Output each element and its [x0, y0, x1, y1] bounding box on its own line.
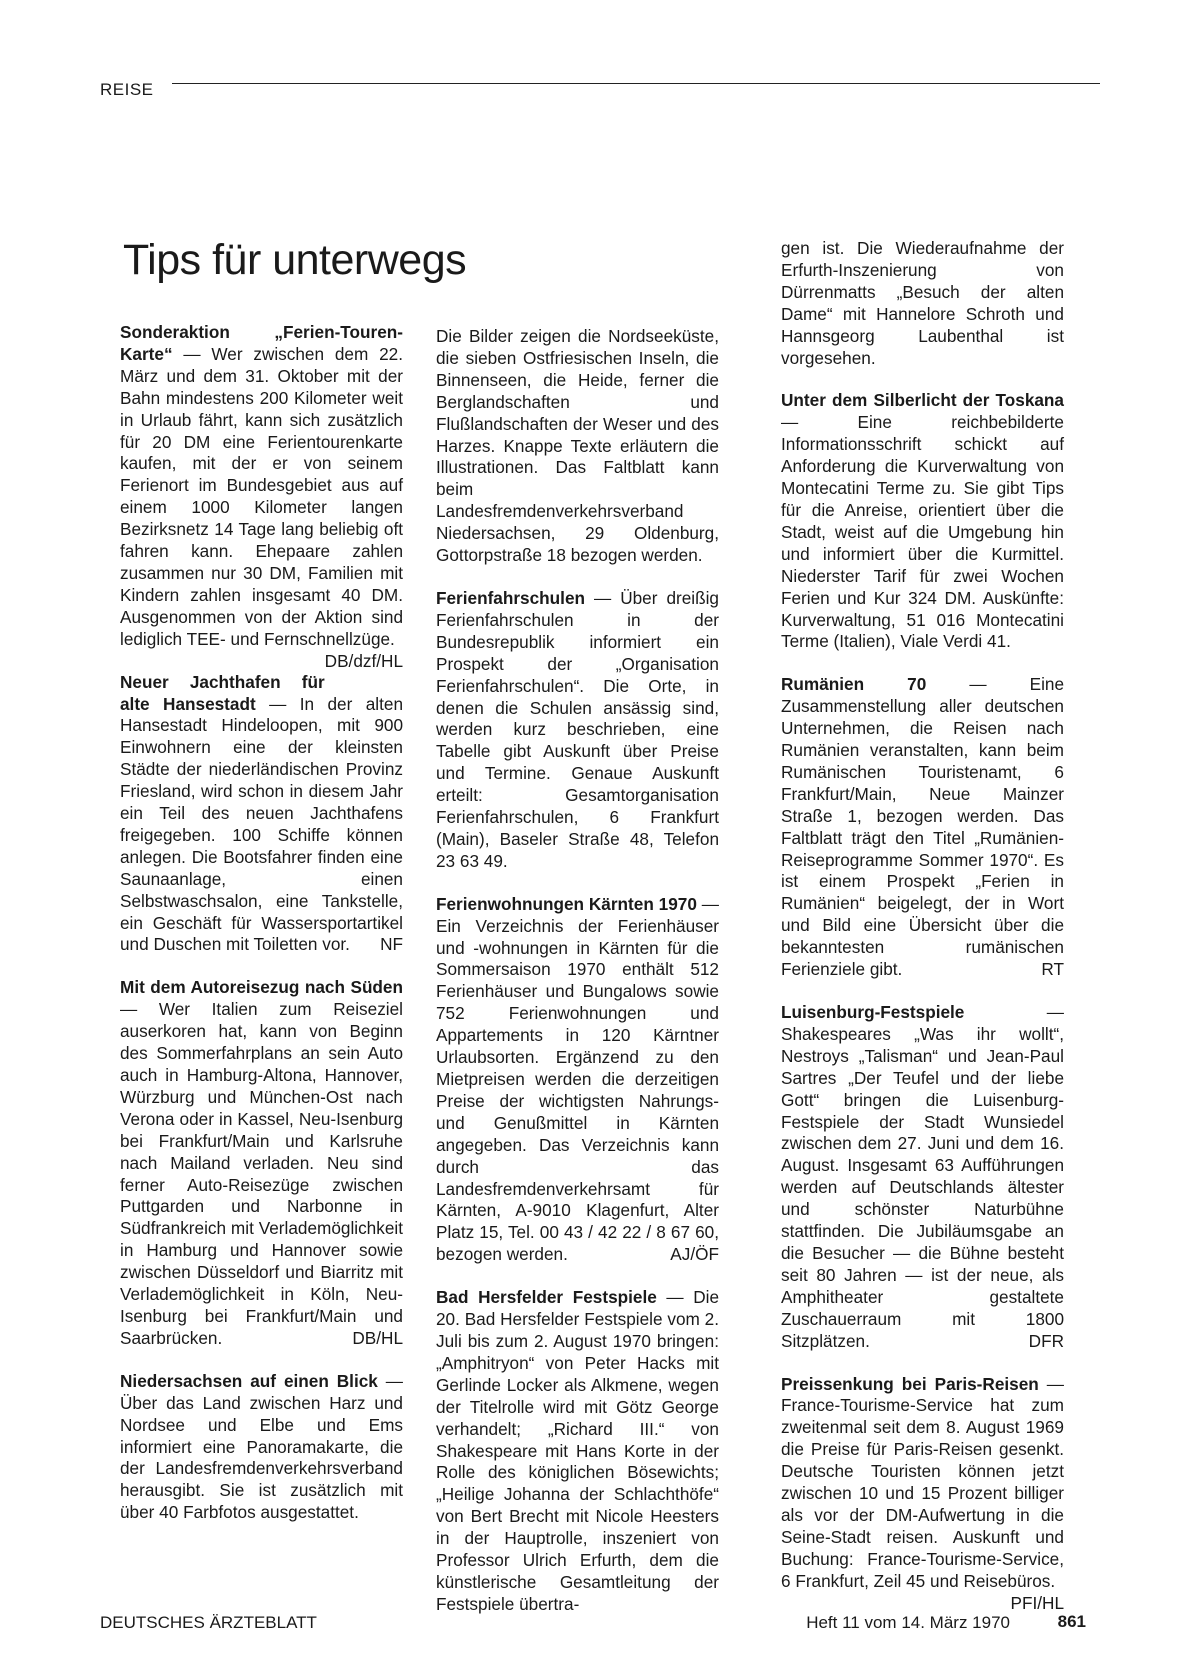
news-item-body: — Ein Verzeichnis der Ferienhäuser und -wohnungen in Kärnten für die Sommersaison 1970 enthält 512 Ferienhäuser und Bungalows sowie 752 Ferienwohnungen und Appartements in 120 Kärntner Urlaubsorten. Ergänzend zu den Mietpreisen werden die derzeitigen Preise der wichtigsten Nahrungs- und Genußmittel in Kärnten angegeben. Das Verzeichnis kann durch das Landesfremdenverkehrsamt für Kärnten, A-9010 Klagenfurt, Alter Platz 15, Tel. 00 43 / 42 22 / 8 67 60, bezogen werden. — [436, 893, 719, 1265]
author-signature: AJ/ÖF — [670, 1244, 719, 1265]
news-item — [781, 1002, 1064, 1353]
news-item-heading: Niedersachsen auf einen Blick — [120, 1370, 378, 1391]
news-item — [781, 1373, 1064, 1613]
news-item — [436, 1287, 719, 1616]
news-item — [120, 977, 403, 1349]
news-item-body: — Eine reichbebilderte Informationsschrift schickt auf Anforderung die Kurverwaltung von Montecatini Terme zu. Sie gibt Tips für die Anreise, orientiert über die Stadt, weist auf die Umgebung hin und informiert über die Kurmittel. Niederster Tarif für zwei Wochen Ferien und Kur 324 DM. Auskünfte: Kurverwaltung, 51 016 Montecatini Terme (Italien), Viale Verdi 41. — [781, 412, 1064, 652]
news-item — [436, 588, 719, 873]
column-2 — [436, 326, 719, 1637]
news-item-body: — Eine Zusammenstellung aller deutschen Unternehmen, die Reisen nach Rumänien veranstalten, kann beim Rumänischen Touristenamt, 6 Frankfurt/Main, Neue Mainzer Straße 1, bezogen werden. Das Faltblatt trägt den Titel „Rumänien-Reiseprogramme Sommer 1970“. Es ist einem Prospekt „Ferien in Rumänien“ beigelegt, der in Wort und Bild eine Übersicht über die bekanntesten rumänischen Ferienziele gibt. — [781, 674, 1065, 980]
news-item-heading: Preissenkung bei Paris-Reisen — [781, 1373, 1039, 1394]
news-item-heading: Ferienwohnungen Kärnten 1970 — [436, 893, 697, 914]
continued-text: Die Bilder zeigen die Nordseeküste, die sieben Ostfriesischen Inseln, die Binnenseen, die Heide, ferner die Berglandschaften und Flußlandschaften der Weser und des Harzes. Knappe Texte erläutern die Illustrationen. Das Faltblatt kann beim Landesfremdenverkehrsverband Niedersachsen, 29 Oldenburg, Gottorpstraße 18 bezogen werden. — [436, 326, 719, 566]
page-number: 861 — [1057, 1612, 1086, 1631]
news-item — [436, 894, 719, 1266]
news-item-heading: Bad Hersfelder Festspiele — [436, 1287, 657, 1308]
news-item-body: — In der alten Hansestadt Hindeloopen, mit 900 Einwohnern eine der kleinsten Städte der niederländischen Provinz Friesland, wird schon in diesem Jahr ein Teil des neuen Jachthafens freigegeben. 100 Schiffe können anlegen. Die Bootsfahrer finden eine Saunaanlage, einen Selbstwaschsalon, eine Tankstelle, ein Geschäft für Wassersportartikel und Duschen mit Toiletten vor. — [120, 693, 403, 955]
news-item — [781, 674, 1064, 981]
author-signature: DFR — [1028, 1330, 1064, 1351]
news-item-heading: Neuer Jachthafen für alte Hansestadt — [120, 671, 325, 714]
author-signature: NF — [380, 934, 403, 955]
continued-text: gen ist. Die Wiederaufnahme der Erfurth-Inszenierung von Dürrenmatts „Besuch der alten Dame“ mit Hannelore Schroth und Hannsgeorg Laubenthal ist vorgesehen. — [781, 238, 1064, 368]
news-item — [120, 672, 403, 957]
news-item-body: — Über dreißig Ferienfahrschulen in der Bundesrepublik informiert ein Prospekt der „Organisation Ferienfahrschulen“. Die Orte, in denen die Schulen ansässig sind, werden kurz beschrieben, eine Tabelle gibt Auskunft über Preise und Termine. Genaue Auskunft erteilt: Gesamtorganisation Ferienfahrschulen, 6 Frankfurt (Main), Baseler Straße 48, Telefon 23 63 49. — [436, 587, 719, 871]
news-item-heading: Unter dem Silberlicht der Toskana — [781, 390, 1064, 411]
section-label: REISE — [100, 80, 154, 99]
news-item-heading: Ferienfahrschulen — [436, 587, 585, 608]
header-rule — [172, 83, 1100, 84]
column-1 — [120, 322, 403, 1545]
news-item — [120, 1371, 403, 1524]
news-item-heading: Mit dem Autoreisezug nach Süden — [120, 977, 403, 998]
author-signature: PFI/HL — [1010, 1592, 1064, 1613]
news-item — [781, 390, 1064, 653]
news-item-body: — Über das Land zwischen Harz und Nordsee und Elbe und Ems informiert eine Panoramakarte, die der Landesfremdenverkehrsverband herausgibt. Sie ist zusätzlich mit über 40 Farbfotos ausgestattet. — [120, 1370, 403, 1523]
news-item-body: — France-Tourisme-Service hat zum zweitenmal seit dem 8. August 1969 die Preise für Paris-Reisen gesenkt. Deutsche Touristen können jetzt zwischen 10 und 15 Prozent billiger als vor der DM-Aufwertung in die Seine-Stadt reisen. Auskunft und Buchung: France-Tourisme-Service, 6 Frankfurt, Zeil 45 und Reisebüros. — [781, 1373, 1064, 1591]
news-item-heading: Luisenburg-Festspiele — [781, 1002, 965, 1022]
news-item-body: — Wer zwischen dem 22. März und dem 31. Oktober mit der Bahn mindestens 200 Kilometer weit in Urlaub fährt, kann sich zusätzlich für 20 DM eine Ferientourenkarte kaufen, mit der er von seinem Ferienort im Bundesgebiet aus auf einem 1000 Kilometer langen Bezirksnetz 14 Tage lang beliebig oft fahren kann. Ehepaare zahlen zusammen nur 30 DM, Familien mit Kindern zahlen insgesamt 40 DM. Ausgenommen von der Aktion sind lediglich TEE- und Fernschnellzüge. — [120, 343, 403, 649]
column-3 — [781, 238, 1064, 1614]
author-signature: DB/dzf/HL — [324, 650, 403, 671]
news-item-body: — Wer Italien zum Reiseziel auserkoren hat, kann von Beginn des Sommerfahrplans an sein Auto auch in Hamburg-Altona, Hannover, Würzburg und München-Ost nach Verona oder in Kassel, Neu-Isenburg bei Frankfurt/Main und Karlsruhe nach Mailand verladen. Neu sind ferner Auto-Reisezüge zwischen Puttgarden und Narbonne in Südfrankreich mit Verlademöglichkeit in Hamburg und Hannover sowie zwischen Düsseldorf und Biarritz mit Verlademöglichkeit in Köln, Neu-Isenburg bei Frankfurt/Main und Saarbrücken. — [120, 999, 403, 1348]
issue-info: Heft 11 vom 14. März 1970 — [806, 1613, 1010, 1632]
news-item-heading: Sonderaktion „Ferien-Touren-Karte“ — [120, 322, 403, 364]
author-signature: DB/HL — [352, 1327, 403, 1348]
author-signature: RT — [1041, 959, 1064, 980]
news-item-body: — Shakespeares „Was ihr wollt“, Nestroys „Talisman“ und Jean-Paul Sartres „Der Teufel und der liebe Gott“ bringen die Luisenburg-Festspiele der Stadt Wunsiedel zwischen dem 27. Juni und dem 16. August. Insgesamt 63 Aufführungen werden auf Deutschlands ältester und schönster Naturbühne stattfinden. Die Jubiläumsgabe an die Besucher — die Bühne besteht seit 80 Jahren — ist der neue, als Amphitheater gestaltete Zuschauerraum mit 1800 Sitzplätzen. — [781, 1002, 1064, 1351]
news-item-heading: Rumänien 70 — [781, 674, 927, 695]
page-title: Tips für unterwegs — [123, 236, 467, 284]
news-item — [120, 322, 403, 671]
news-item-body: — Die 20. Bad Hersfelder Festspiele vom 2. Juli bis zum 2. August 1970 bringen: „Amphitryon“ von Peter Hacks mit Gerlinde Locker als Alkmene, wegen der Titelrolle wird mit Götz George verhandelt; „Richard III.“ von Shakespeare mit Hans Korte in der Rolle des königlichen Bösewichts; „Heilige Johanna der Schlachthöfe“ von Bert Brecht mit Nicole Heesters in der Hauptrolle, inszeniert von Professor Ulrich Erfurth, dem die künstlerische Gesamtleitung der Festspiele übertra- — [436, 1287, 720, 1614]
journal-name: DEUTSCHES ÄRZTEBLATT — [100, 1613, 317, 1632]
